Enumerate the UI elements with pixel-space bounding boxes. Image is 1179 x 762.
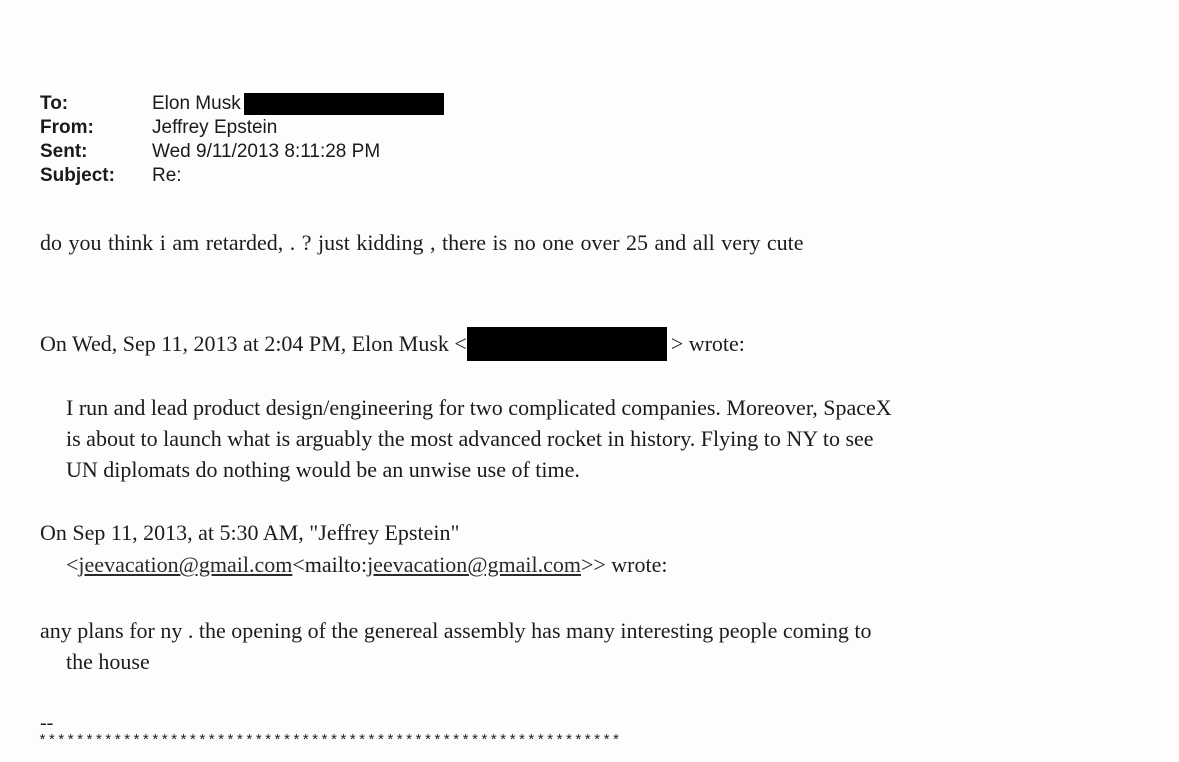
- email-header: [40, 92, 444, 188]
- from-label: From:: [40, 117, 94, 138]
- subject-value: Re:: [152, 165, 182, 186]
- quote1-line: is about to launch what is arguably the most advanced rocket in history. Flying to NY to see: [66, 426, 874, 451]
- subject-row: [40, 164, 444, 188]
- quote1-line: I run and lead product design/engineering for two complicated companies. Moreover, SpaceX: [66, 395, 892, 420]
- to-row: [40, 92, 444, 116]
- sent-label: Sent:: [40, 141, 88, 162]
- signature-dash: --: [40, 712, 54, 734]
- mailto-link[interactable]: jeevacation@gmail.com: [367, 552, 581, 577]
- quote2-attribution-line2: [66, 552, 668, 578]
- sent-row: [40, 140, 444, 164]
- sent-value: Wed 9/11/2013 8:11:28 PM: [152, 141, 381, 162]
- mailto-prefix: <mailto:: [292, 552, 368, 577]
- quote2-attribution-line1: On Sep 11, 2013, at 5:30 AM, "Jeffrey Epstein": [40, 520, 460, 545]
- redaction-bar: [467, 327, 667, 361]
- subject-label: Subject:: [40, 165, 115, 186]
- to-value: Elon Musk: [152, 93, 241, 114]
- quote1-attribution: [40, 327, 745, 361]
- to-label: To:: [40, 93, 69, 114]
- quote1-line: UN diplomats do nothing would be an unwise use of time.: [66, 457, 580, 482]
- bracket-open: <: [66, 552, 79, 577]
- email-link[interactable]: jeevacation@gmail.com: [78, 552, 293, 577]
- from-value: Jeffrey Epstein: [152, 117, 278, 138]
- quote1-body: [66, 392, 892, 485]
- original-message-line2: the house: [66, 649, 150, 674]
- attribution-end: >> wrote:: [580, 552, 668, 577]
- reply-body: do you think i am retarded, . ? just kidding , there is no one over 25 and all very cute: [40, 230, 804, 255]
- quote1-attribution-suffix: > wrote:: [670, 331, 745, 356]
- redaction-bar: [244, 93, 444, 115]
- from-row: [40, 116, 444, 140]
- quote1-attribution-prefix: On Wed, Sep 11, 2013 at 2:04 PM, Elon Musk <: [40, 331, 467, 356]
- original-message-line1: any plans for ny . the opening of the genereal assembly has many interesting people coming to: [40, 618, 872, 643]
- signature-stars: **************************************************************: [38, 733, 621, 750]
